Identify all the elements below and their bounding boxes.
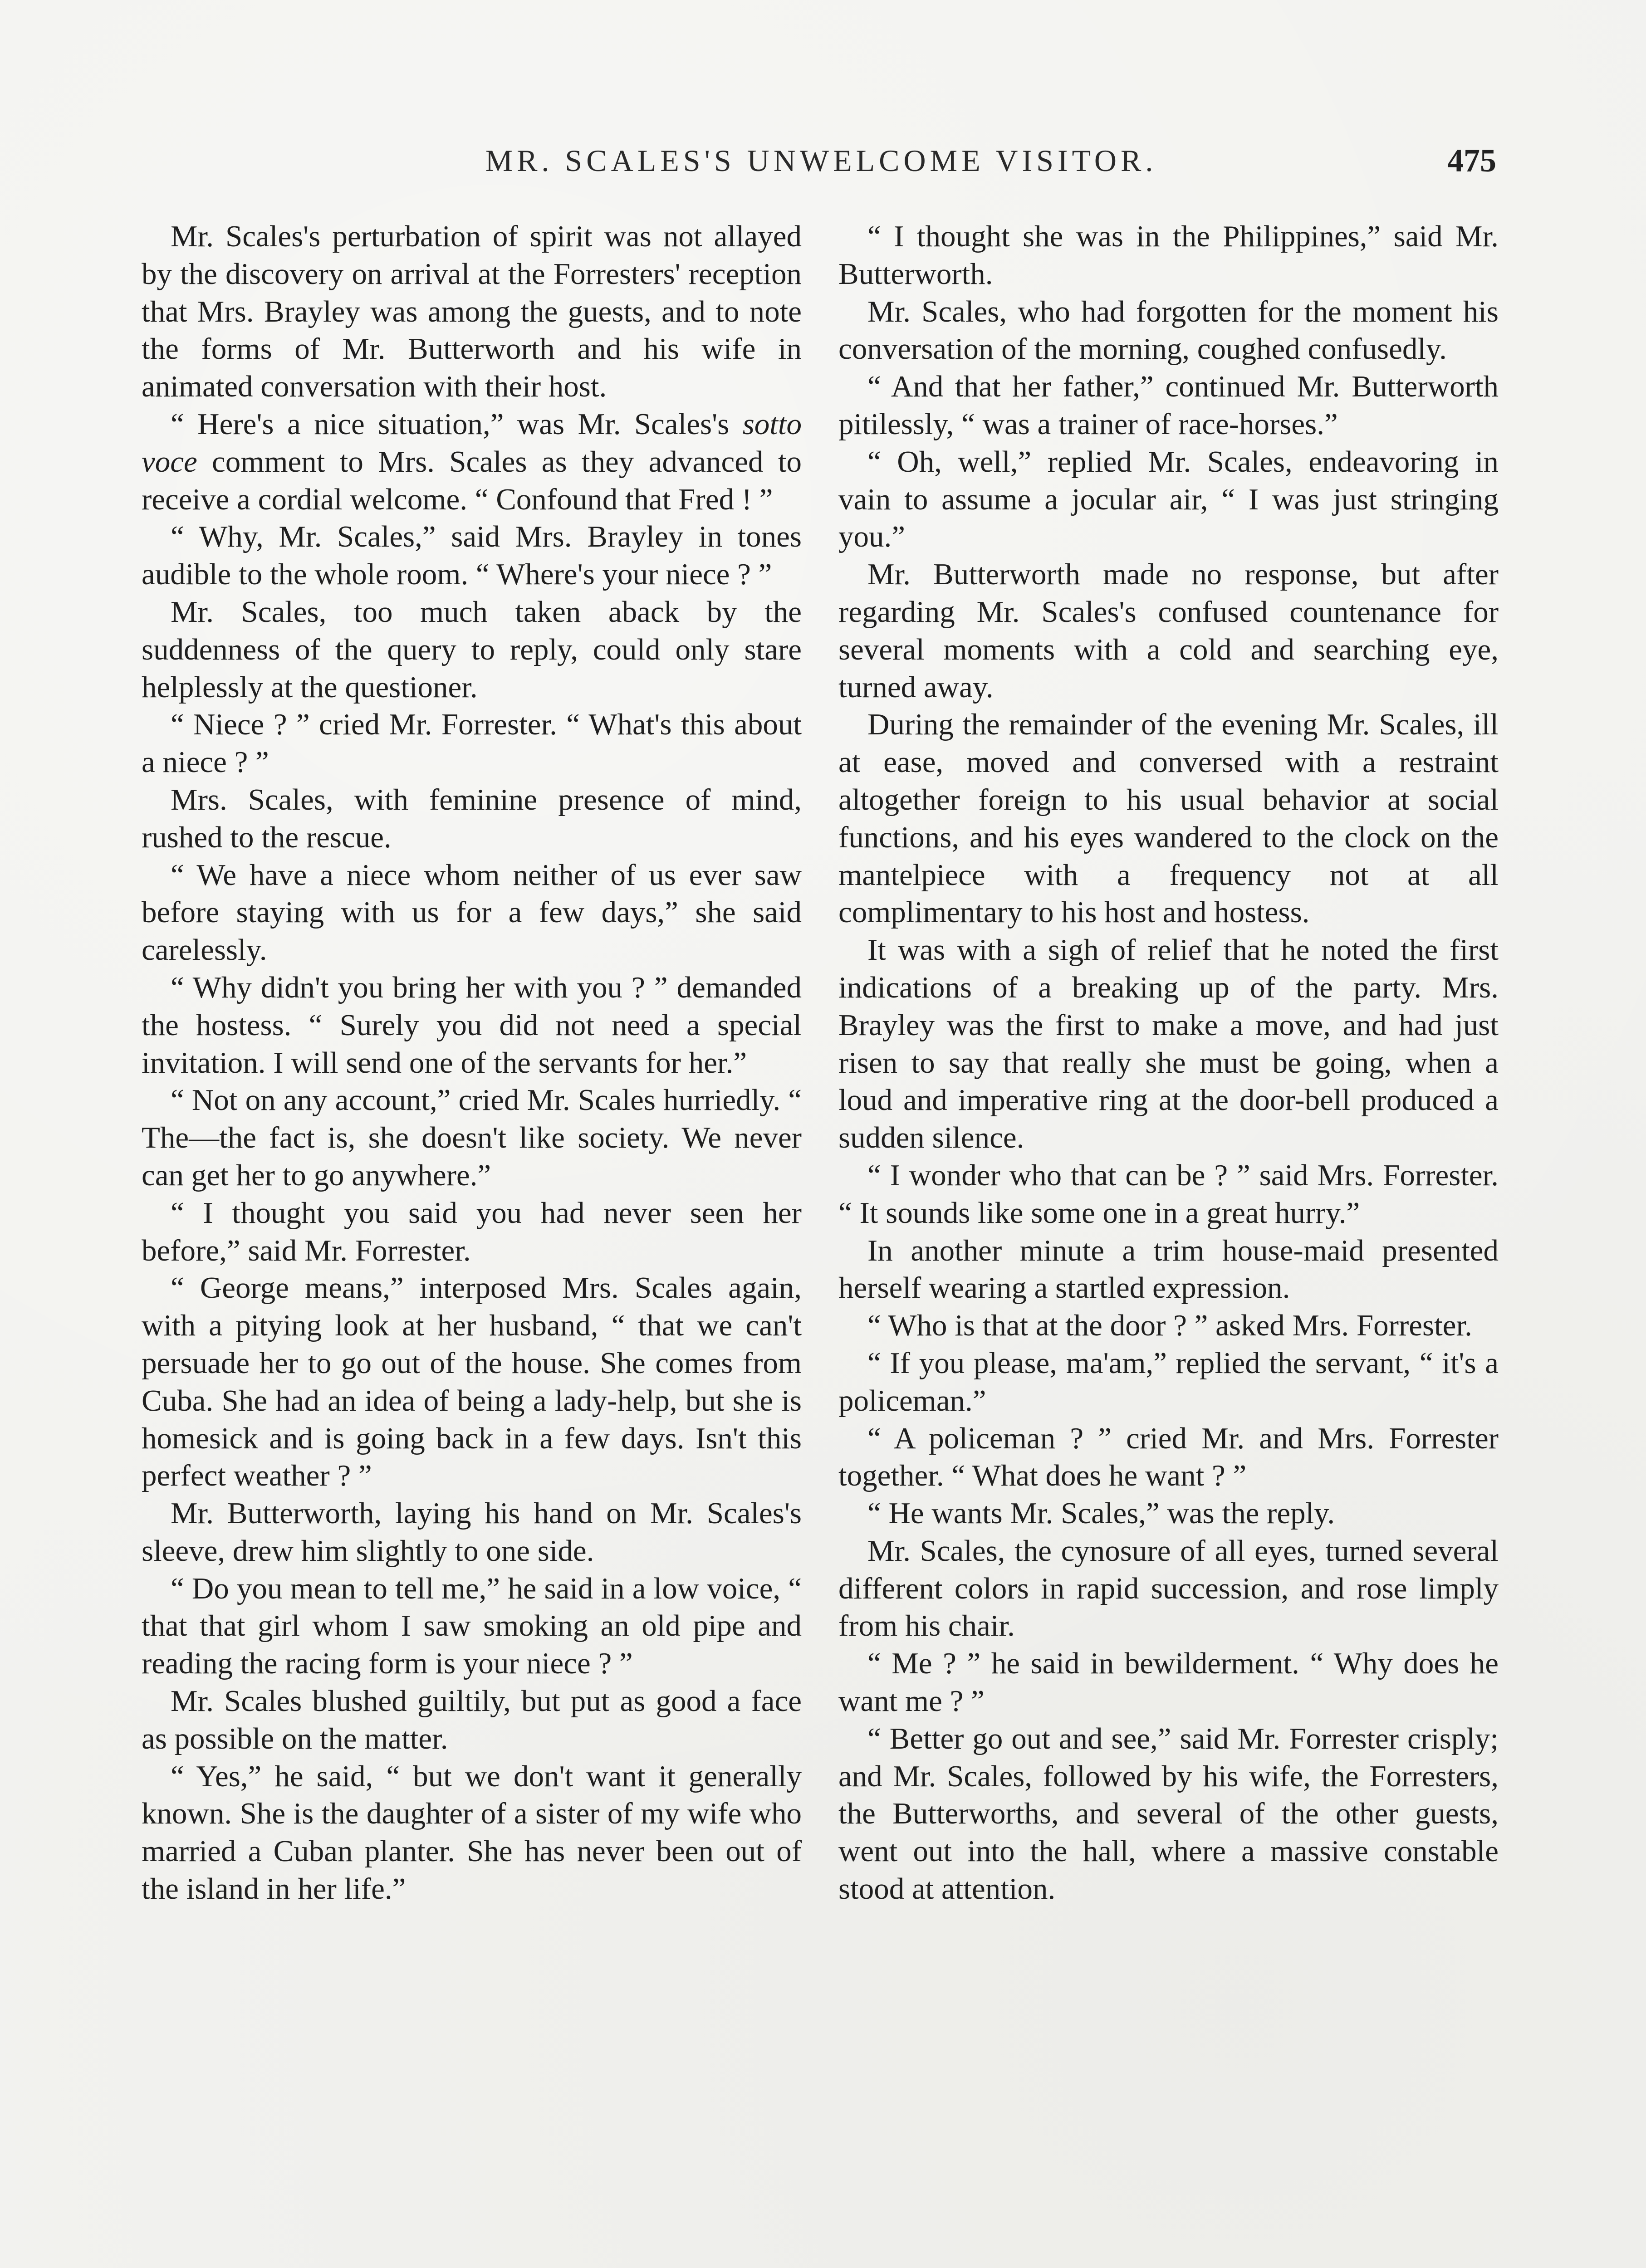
right-column: [838, 218, 1499, 1908]
paragraph: “ Not on any account,” cried Mr. Scales hurriedly. “ The—the fact is, she doesn't like society. We never can get her to go anywhere.”: [142, 1083, 802, 1192]
italic-phrase: sotto voce: [142, 407, 802, 479]
paragraph: Mr. Scales's perturbation of spirit was not allayed by the discovery on arrival at the Forresters' reception that Mrs. Brayley was among the guests, and to note the forms of Mr. Butterworth and his wife in animated conversation with their host.: [142, 220, 802, 404]
paragraph: Mr. Scales, who had forgotten for the moment his conversation of the morning, coughed confusedly.: [838, 294, 1499, 366]
running-title: MR. SCALES'S UNWELCOME VISITOR.: [485, 143, 1157, 178]
page-number: 475: [1447, 142, 1496, 179]
paragraph: “ George means,” interposed Mrs. Scales again, with a pitying look at her husband, “ that we can't persuade her to go out of the house. She comes from Cuba. She had an idea of being a lady-help, but she is homesick and is going back in a few days. Isn't this perfect weather ? ”: [142, 1271, 802, 1493]
paragraph-text: “ Here's a nice situation,” was Mr. Scales's: [171, 407, 743, 441]
paragraph: It was with a sigh of relief that he noted the first indications of a breaking up of the party. Mrs. Brayley was the first to make a move, and had just risen to say that really she must be going, when a loud and imperative ring at the door-bell produced a sudden silence.: [838, 933, 1499, 1155]
paragraph: “ Do you mean to tell me,” he said in a low voice, “ that that girl whom I saw smoking an old pipe and reading the racing form is your niece ? ”: [142, 1571, 802, 1681]
paragraph: Mr. Butterworth made no response, but after regarding Mr. Scales's confused countenance for several moments with a cold and searching eye, turned away.: [838, 557, 1499, 704]
paragraph: “ I wonder who that can be ? ” said Mrs. Forrester. “ It sounds like some one in a great hurry.”: [838, 1158, 1499, 1230]
paragraph: “ Why, Mr. Scales,” said Mrs. Brayley in tones audible to the whole room. “ Where's your niece ? ”: [142, 520, 802, 591]
paragraph: [142, 406, 802, 518]
paragraph-text: comment to Mrs. Scales as they advanced to receive a cordial welcome. “ Confound that Fred ! ”: [142, 445, 802, 516]
paragraph: “ Me ? ” he said in bewilderment. “ Why does he want me ? ”: [838, 1647, 1499, 1718]
paragraph: “ We have a niece whom neither of us ever saw before staying with us for a few days,” she said carelessly.: [142, 858, 802, 967]
left-column: [142, 218, 802, 1908]
paragraph: “ I thought she was in the Philippines,” said Mr. Butterworth.: [838, 220, 1499, 291]
paragraph: “ And that her father,” continued Mr. Butterworth pitilessly, “ was a trainer of race-horses.”: [838, 370, 1499, 441]
paragraph: Mr. Butterworth, laying his hand on Mr. Scales's sleeve, drew him slightly to one side.: [142, 1496, 802, 1568]
paragraph: “ I thought you said you had never seen her before,” said Mr. Forrester.: [142, 1196, 802, 1267]
paragraph: In another minute a trim house-maid presented herself wearing a startled expression.: [838, 1233, 1499, 1305]
paragraph: “ Niece ? ” cried Mr. Forrester. “ What's this about a niece ? ”: [142, 708, 802, 779]
paragraph: “ Yes,” he said, “ but we don't want it generally known. She is the daughter of a sister of my wife who married a Cuban planter. She has never been out of the island in her life.”: [142, 1759, 802, 1906]
paragraph: “ Better go out and see,” said Mr. Forrester crisply; and Mr. Scales, followed by his wife, the Forresters, the Butterworths, and several of the other guests, went out into the hall, where a massive constable stood at attention.: [838, 1721, 1499, 1906]
paragraph: Mr. Scales, the cynosure of all eyes, turned several different colors in rapid succession, and rose limply from his chair.: [838, 1534, 1499, 1643]
paragraph: Mrs. Scales, with feminine presence of mind, rushed to the rescue.: [142, 782, 802, 854]
paragraph: “ Oh, well,” replied Mr. Scales, endeavoring in vain to assume a jocular air, “ I was just stringing you.”: [838, 445, 1499, 554]
paragraph: “ Who is that at the door ? ” asked Mrs. Forrester.: [867, 1309, 1472, 1343]
paragraph: Mr. Scales, too much taken aback by the suddenness of the query to reply, could only stare helplessly at the questioner.: [142, 595, 802, 704]
paragraph: “ He wants Mr. Scales,” was the reply.: [867, 1496, 1335, 1530]
paragraph: “ If you please, ma'am,” replied the servant, “ it's a policeman.”: [838, 1346, 1499, 1418]
paragraph: Mr. Scales blushed guiltily, but put as good a face as possible on the matter.: [142, 1684, 802, 1755]
paragraph: During the remainder of the evening Mr. Scales, ill at ease, moved and conversed with a restraint altogether foreign to his usual behavior at social functions, and his eyes wandered to the clock on the mantelpiece with a frequency not at all complimentary to his host and hostess.: [838, 708, 1499, 929]
paragraph: “ Why didn't you bring her with you ? ” demanded the hostess. “ Surely you did not need a special invitation. I will send one of the servants for her.”: [142, 970, 802, 1080]
paragraph: “ A policeman ? ” cried Mr. and Mrs. Forrester together. “ What does he want ? ”: [838, 1421, 1499, 1493]
